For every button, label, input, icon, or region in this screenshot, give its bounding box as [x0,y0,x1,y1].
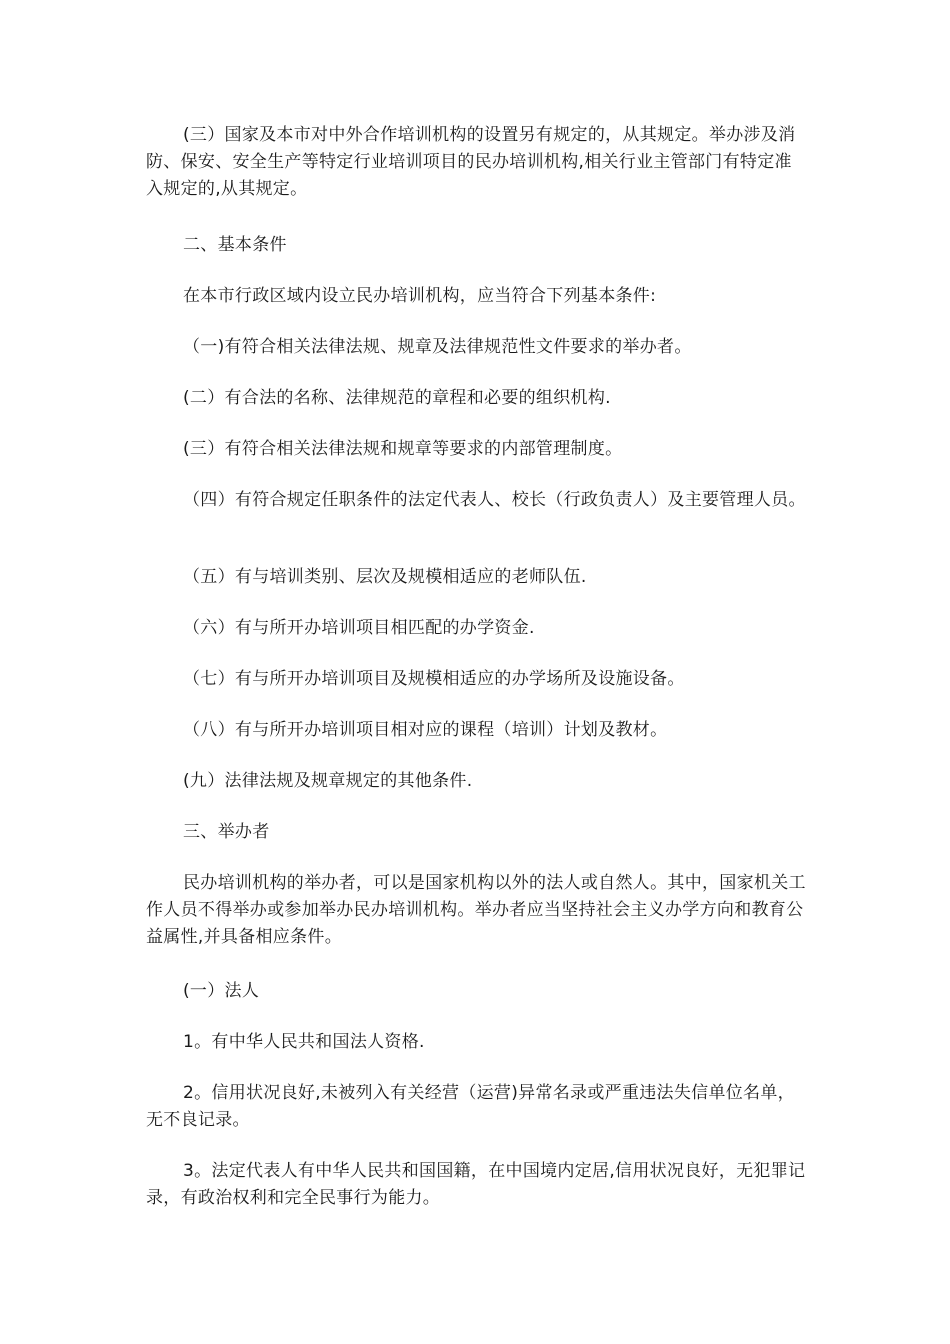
list-item-condition-6: （六）有与所开办培训项目相匹配的办学资金. [183,618,535,638]
list-item-condition-7: （七）有与所开办培训项目及规模相适应的办学场所及设施设备。 [183,669,685,689]
list-item-legal-person-2: 2。信用状况良好,未被列入有关经营（运营)异常名录或严重违法失信单位名单，无不良记录。 [146,1083,795,1130]
list-item-condition-9: (九）法律法规及规章规定的其他条件. [183,771,473,791]
list-item-condition-4: （四）有符合规定任职条件的法定代表人、校长（行政负责人）及主要管理人员。 [183,490,806,510]
subheading-legal-person: (一）法人 [183,981,260,1001]
section-heading-basic-conditions: 二、基本条件 [183,235,287,255]
list-item-condition-1: （一)有符合相关法律法规、规章及法律规范性文件要求的举办者。 [183,337,692,357]
list-item-legal-person-3: 3。法定代表人有中华人民共和国国籍，在中国境内定居,信用状况良好，无犯罪记录，有政治权利和完全民事行为能力。 [146,1161,806,1208]
list-item-condition-3: (三）有符合相关法律法规和规章等要求的内部管理制度。 [183,439,623,459]
list-item-condition-8: （八）有与所开办培训项目相对应的课程（培训）计划及教材。 [183,720,668,740]
list-item-condition-5: （五）有与培训类别、层次及规模相适应的老师队伍. [183,567,587,587]
paragraph-organizer-description: 民办培训机构的举办者，可以是国家机构以外的法人或自然人。其中，国家机关工作人员不得举办或参加举办民办培训机构。举办者应当坚持社会主义办学方向和教育公益属性,并具备相应条件。 [146,873,806,947]
paragraph-basic-conditions-intro: 在本市行政区域内设立民办培训机构，应当符合下列基本条件: [183,286,657,306]
list-item-condition-2: (二）有合法的名称、法律规范的章程和必要的组织机构. [183,388,611,408]
section-heading-organizer: 三、举办者 [183,822,270,842]
paragraph-foreign-cooperation-rule: (三）国家及本市对中外合作培训机构的设置另有规定的，从其规定。举办涉及消防、保安、安全生产等特定行业培训项目的民办培训机构,相关行业主管部门有特定准入规定的,从其规定。 [146,125,796,199]
list-item-legal-person-1: 1。有中华人民共和国法人资格. [183,1032,425,1052]
